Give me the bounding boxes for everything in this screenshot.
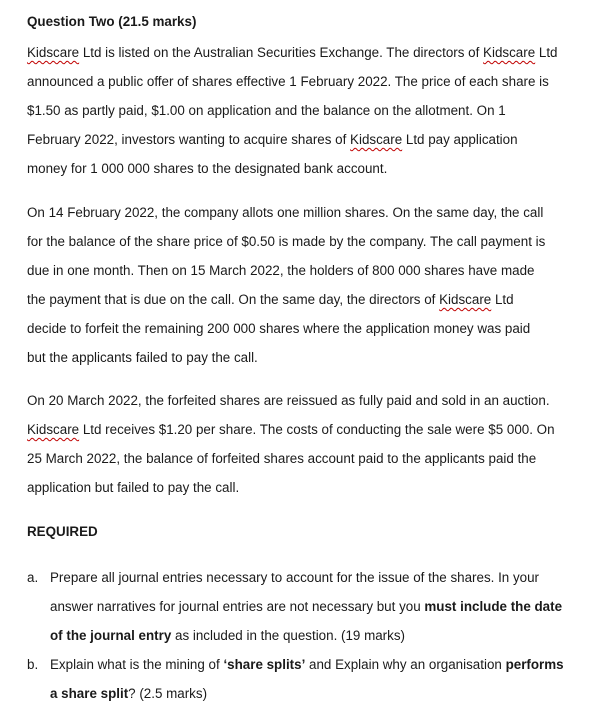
paragraph-line: announced a public offer of shares effective 1 February 2022. The price of each share is	[27, 74, 549, 89]
paragraph-line: the payment that is due on the call. On the same day, the directors of Kidscare Ltd	[27, 292, 514, 307]
paragraph-line: decide to forfeit the remaining 200 000 shares where the application money was paid	[27, 321, 531, 336]
paragraph-offer	[27, 38, 593, 183]
paragraph-line: On 14 February 2022, the company allots one million shares. On the same day, the call	[27, 205, 544, 220]
paragraph-allotment	[27, 198, 593, 372]
company-name: Kidscare	[350, 132, 403, 147]
item-line: of the journal entry as included in the question. (19 marks)	[50, 628, 405, 643]
paragraph-reissue	[27, 386, 593, 502]
item-line: Prepare all journal entries necessary to account for the issue of the shares. In your	[50, 570, 540, 585]
company-name: Kidscare	[439, 292, 492, 307]
item-line: a share split? (2.5 marks)	[50, 686, 208, 701]
paragraph-line: but the applicants failed to pay the call.	[27, 350, 258, 365]
company-name: Kidscare	[27, 45, 80, 60]
paragraph-line: Kidscare Ltd receives $1.20 per share. The costs of conducting the sale were $5 000. On	[27, 422, 555, 437]
paragraph-line: On 20 March 2022, the forfeited shares are reissued as fully paid and sold in an auction.	[27, 393, 550, 408]
required-item-b	[27, 650, 595, 708]
company-name: Kidscare	[27, 422, 80, 437]
required-item-a	[27, 563, 595, 650]
item-line: answer narratives for journal entries are not necessary but you must include the date	[50, 599, 563, 614]
item-letter: a.	[27, 570, 39, 585]
item-letter: b.	[27, 657, 39, 672]
paragraph-line: due in one month. Then on 15 March 2022, the holders of 800 000 shares have made	[27, 263, 535, 278]
required-heading: REQUIRED	[27, 524, 98, 539]
paragraph-line: February 2022, investors wanting to acquire shares of Kidscare Ltd pay application	[27, 132, 518, 147]
company-name: Kidscare	[483, 45, 536, 60]
paragraph-line: application but failed to pay the call.	[27, 480, 240, 495]
paragraph-line: Kidscare Ltd is listed on the Australian Securities Exchange. The directors of Kidscare Ltd	[27, 45, 558, 60]
paragraph-line: for the balance of the share price of $0.50 is made by the company. The call payment is	[27, 234, 546, 249]
paragraph-line: 25 March 2022, the balance of forfeited shares account paid to the applicants paid the	[27, 451, 537, 466]
question-heading: Question Two (21.5 marks)	[27, 14, 197, 29]
paragraph-line: $1.50 as partly paid, $1.00 on application and the balance on the allotment. On 1	[27, 103, 506, 118]
paragraph-line: money for 1 000 000 shares to the designated bank account.	[27, 161, 388, 176]
item-line: Explain what is the mining of ‘share splits’ and Explain why an organisation performs	[50, 657, 564, 672]
